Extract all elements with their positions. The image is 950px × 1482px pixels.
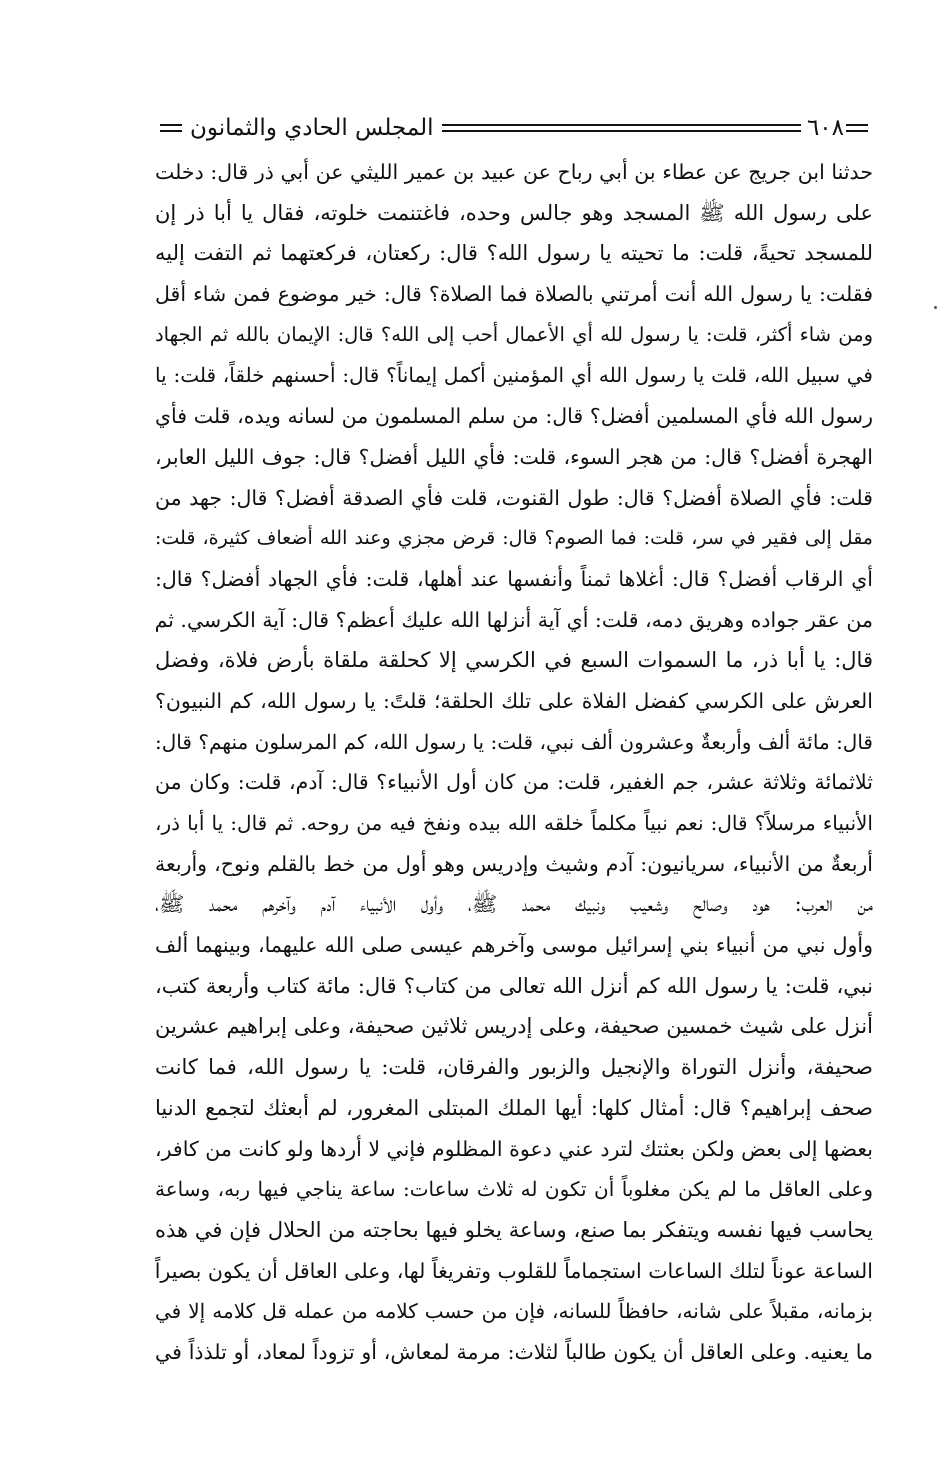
header-rule-middle [442,124,801,132]
text-line: فقلت: يا رسول الله أنت أمرتني بالصلاة فما الصلاة؟ قال: خير موضوع فمن شاء أقل [155,282,873,307]
text-line: وأول نبي من أنبياء بني إسرائيل موسى وآخرهم عيسى صلى الله عليهما، وبينهما ألف [155,933,873,958]
text-line: على رسول الله ﷺ المسجد وهو جالس وحده، فاغتنمت خلوته، فقال يا أبا ذر إن [155,200,873,225]
text-line: صحيفة، وأنزل التوراة والإنجيل والزبور والفرقان، قلت: يا رسول الله، فما كانت [155,1055,873,1080]
text-line: رسول الله فأي المسلمين أفضل؟ قال: من سلم المسلمون من لسانه ويده، قلت فأي [155,404,873,429]
header-title: المجلس الحادي والثمانون [190,115,434,141]
margin-speck [934,306,937,309]
text-line: وعلى العاقل ما لم يكن مغلوباً أن تكون له ثلاث ساعات: ساعة يناجي فيها ربه، وساعة [155,1177,873,1202]
text-line: بعضها إلى بعض ولكن بعثتك لترد عني دعوة المظلوم فإني لا أردها ولو كانت من كافر، [155,1136,873,1161]
text-line: للمسجد تحيةً، قلت: ما تحيته يا رسول الله؟ قال: ركعتان، فركعتهما ثم التفت إليه [155,241,873,266]
text-line: بزمانه، مقبلاً على شانه، حافظاً للسانه، فإن من حسب كلامه من عمله قل كلامه إلا في [155,1299,873,1324]
text-line: أي الرقاب أفضل؟ قال: أغلاها ثمناً وأنفسها عند أهلها، قلت: فأي الجهاد أفضل؟ قال: [155,566,873,591]
running-header [158,108,870,148]
text-line: من العرب: هود وصالح وشعيب ونبيك محمد ﷺ، وأول الأنبياء آدم وآخرهم محمد ﷺ، [155,892,873,917]
text-line: ما يعنيه. وعلى العاقل أن يكون طالباً لثلاث: مرمة لمعاش، أو تزوداً لمعاد، أو تلذذاً في [155,1339,873,1364]
text-line: صحف إبراهيم؟ قال: أمثال كلها: أيها الملك المبتلى المغرور، لم أبعثك لتجمع الدنيا [155,1095,873,1120]
text-line: حدثنا ابن جريج عن عطاء بن أبي رباح عن عبيد بن عمير الليثي عن أبي ذر قال: دخلت [155,160,873,184]
text-line: الهجرة أفضل؟ قال: من هجر السوء، قلت: فأي الليل أفضل؟ قال: جوف الليل العابر، [155,444,873,469]
text-line: يحاسب فيها نفسه ويتفكر بما صنع، وساعة يخلو فيها بحاجته من الحلال فإن في هذه [155,1217,873,1242]
text-line: ثلاثمائة وثلاثة عشر، جم الغفير، قلت: من كان أول الأنبياء؟ قال: آدم، قلت: وكان من [155,770,873,795]
text-line: الأنبياء مرسلاً؟ قال: نعم نبياً مكلماً خلقه الله بيده ونفخ فيه من روحه. ثم قال: يا أبا ذر، [155,811,873,835]
page-number: ٦٠٨ [806,115,844,141]
text-line: في سبيل الله، قلت يا رسول الله أي المؤمنين أكمل إيماناً؟ قال: أحسنهم خلقاً، قلت: يا [155,363,873,388]
text-line: ومن شاء أكثر، قلت: يا رسول لله أي الأعمال أحب إلى الله؟ قال: الإيمان بالله ثم الجهاد [155,322,873,346]
text-line: مقل إلى فقير في سر، قلت: فما الصوم؟ قال: قرض مجزي وعند الله أضعاف كثيرة، قلت: [155,527,873,550]
text-line: من عقر جواده وهريق دمه، قلت: أي آية أنزلها الله عليك أعظم؟ قال: آية الكرسي. ثم [155,607,873,632]
text-line: الساعة عوناً لتلك الساعات استجماماً للقلوب وتفريغاً لها، وعلى العاقل أن يكون بصيراً [155,1258,873,1283]
text-line: أنزل على شيث خمسين صحيفة، وعلى إدريس ثلاثين صحيفة، وعلى إبراهيم عشرين [155,1014,873,1039]
header-rule-right [846,124,868,132]
text-line: قال: يا أبا ذر، ما السموات السبع في الكرسي إلا كحلقة ملقاة بأرض فلاة، وفضل [155,648,873,673]
text-line: قلت: فأي الصلاة أفضل؟ قال: طول القنوت، قلت فأي الصدقة أفضل؟ قال: جهد من [155,485,873,510]
text-line: العرش على الكرسي كفضل الفلاة على تلك الحلقة؛ قلتً: يا رسول الله، كم النبيون؟ [155,688,873,713]
header-rule-left [160,124,182,132]
text-line: نبي، قلت: يا رسول الله كم أنزل الله تعالى من كتاب؟ قال: مائة كتاب وأربعة كتب، [155,973,873,998]
text-line: أربعةٌ من الأنبياء، سريانيون: آدم وشيث وإدريس وهو أول من خط بالقلم ونوح، وأربعة [155,851,873,876]
body-text [155,152,873,1373]
text-line: قال: مائة ألف وأربعةٌ وعشرون ألف نبي، قلت: يا رسول الله، كم المرسلون منهم؟ قال: [155,729,873,754]
